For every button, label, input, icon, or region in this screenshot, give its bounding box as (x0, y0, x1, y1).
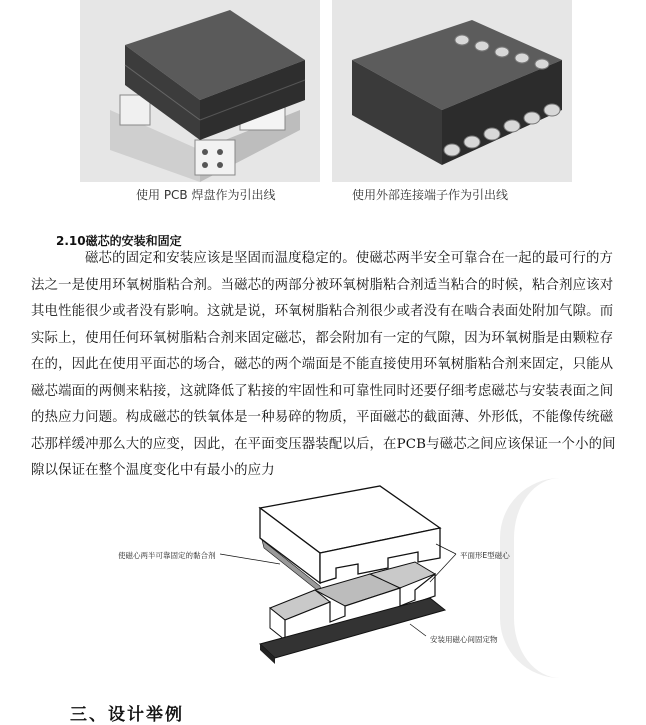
adhesive-label: 使磁心两半可靠固定的黏合剂 (118, 551, 216, 560)
mounting-fixture-label: 安装用磁心间固定物 (430, 635, 498, 644)
pcb-pad-transformer-photo (80, 0, 320, 182)
planar-core-mounting-diagram (100, 478, 560, 668)
planar-e-core-label: 平面形E型磁心 (460, 551, 510, 560)
section-heading: 2.10磁芯的安装和固定 (56, 234, 182, 248)
external-terminal-transformer-photo (332, 0, 572, 182)
section-paragraph (31, 246, 616, 485)
right-photo-caption: 使用外部连接端子作为引出线 (352, 188, 509, 202)
next-section-heading: 三、设计举例 (70, 705, 184, 725)
left-photo-caption: 使用 PCB 焊盘作为引出线 (136, 188, 276, 202)
paragraph-text: 磁芯的固定和安装应该是坚固而温度稳定的。使磁芯两半安全可靠合在一起的最可行的方法之一是使用环氧树脂粘合剂。当磁芯的两部分被环氧树脂粘合剂适当粘合的时候，粘合剂应该对其电性能很少或者没有影响。这就是说，环氧树脂粘合剂很少或者没有在啮合表面处附加气隙。而实际上，使用任何环氧树脂粘合剂来固定磁芯，都会附加有一定的气隙，因为环氧树脂是由颗粒存在的，因此在使用平面芯的场合，磁芯的两个端面是不能直接使用环氧树脂粘合剂来固定，只能从磁芯端面的两侧来粘接，这就降低了粘接的牢固性和可靠性同时还要仔细考虑磁芯与安装表面之间的热应力问题。构成磁芯的铁氧体是一种易碎的物质，平面磁芯的截面薄、外形低，不能像传统磁芯那样缓冲那么大的应变，因此，在平面变压器装配以后，在PCB与磁芯之间应该保证一个小的间隙以保证在整个温度变化中有最小的应力 (31, 251, 616, 478)
